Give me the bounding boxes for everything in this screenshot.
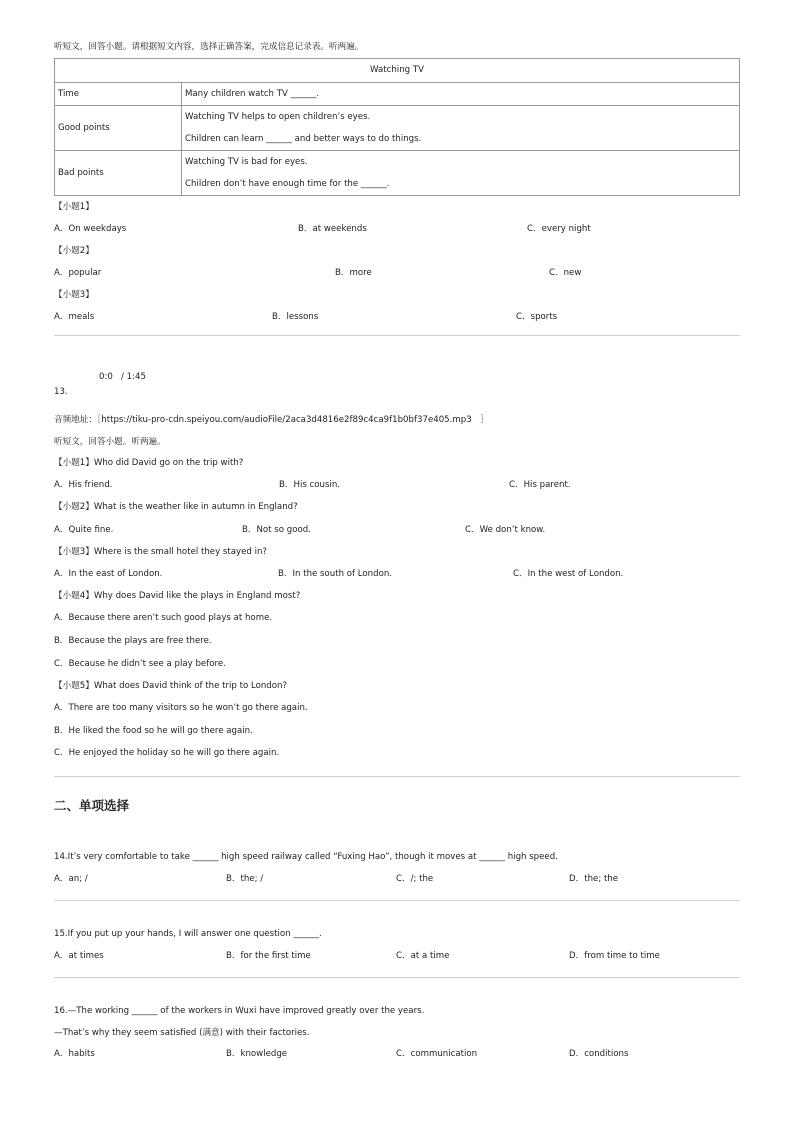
listening-instructions: 听短文，回答小题。请根据短文内容，选择正确答案，完成信息记录表。听两遍。 [54,42,364,52]
option-c[interactable]: C．every night [527,224,591,234]
question-number: 13. [54,387,68,397]
subquestion-stem: 【小题5】What does David think of the trip to London? [54,681,288,691]
option-b[interactable]: B．knowledge [226,1049,288,1059]
option-b[interactable]: B．Not so good. [242,525,311,535]
option-a[interactable]: A．popular [54,268,102,278]
option-b[interactable]: B．the; / [226,874,264,884]
subquestion-label: 【小题1】 [54,202,94,212]
option-a[interactable]: A．an; / [54,874,88,884]
divider [54,900,740,901]
option-c[interactable]: C．We don’t know. [465,525,546,535]
divider [54,977,740,978]
subquestion-stem: 【小题4】Why does David like the plays in England most? [54,591,301,601]
option-a[interactable]: A．On weekdays [54,224,127,234]
row-label: Time [55,83,182,106]
subquestion-label: 【小题3】 [54,290,94,300]
option-a[interactable]: A．Because there aren’t such good plays at home. [54,613,273,623]
option-b[interactable]: B．at weekends [298,224,367,234]
divider [54,335,740,336]
subquestion-stem: 【小题3】Where is the small hotel they stayed in? [54,547,267,557]
option-c[interactable]: C．sports [516,312,558,322]
row-content: Watching TV helps to open children’s eyes. Children can learn ______ and better ways to do things. [182,106,740,151]
table-row [55,106,740,151]
option-c[interactable]: C．communication [396,1049,478,1059]
row-label: Bad points [55,151,182,196]
option-a[interactable]: A．In the east of London. [54,569,163,579]
option-c[interactable]: C．His parent. [509,480,571,490]
question-stem: 14.It’s very comfortable to take ______ high speed railway called “Fuxing Hao”, though it moves at ______ high speed. [54,852,558,862]
listening-instructions: 听短文，回答小题。听两遍。 [54,437,166,447]
audio-address: 音频地址：［https://tiku-pro-cdn.speiyou.com/audioFile/2aca3d4816e2f89c4ca9f1b0bf37e405.mp3 ］ [54,415,489,425]
question-stem-reply: —That’s why they seem satisfied (满意) with their factories. [54,1028,310,1038]
option-b[interactable]: B．Because the plays are free there. [54,636,212,646]
question-stem: 16.—The working ______ of the workers in Wuxi have improved greatly over the years. [54,1006,425,1016]
option-d[interactable]: D．from time to time [569,951,660,961]
table-title: Watching TV [55,59,740,83]
row-content: Watching TV is bad for eyes. Children don’t have enough time for the ______. [182,151,740,196]
option-c[interactable]: C．at a time [396,951,450,961]
option-a[interactable]: A．habits [54,1049,95,1059]
option-d[interactable]: D．conditions [569,1049,629,1059]
option-b[interactable]: B．for the first time [226,951,311,961]
subquestion-stem: 【小题1】Who did David go on the trip with? [54,458,244,468]
audio-current-time: 0:0 [99,372,113,382]
row-content: Many children watch TV ______. [182,83,740,106]
option-b[interactable]: B．In the south of London. [278,569,393,579]
audio-player[interactable] [99,373,146,382]
option-b[interactable]: B．He liked the food so he will go there again. [54,726,253,736]
option-a[interactable]: A．There are too many visitors so he won’t go there again. [54,703,308,713]
option-a[interactable]: A．meals [54,312,95,322]
option-c[interactable]: C．He enjoyed the holiday so he will go there again. [54,748,280,758]
option-b[interactable]: B．lessons [272,312,319,322]
table-row [55,151,740,196]
audio-total-time: / 1:45 [121,372,146,382]
option-d[interactable]: D．the; the [569,874,619,884]
option-c[interactable]: C．/; the [396,874,434,884]
option-a[interactable]: A．His friend. [54,480,113,490]
option-b[interactable]: B．more [335,268,372,278]
row-label: Good points [55,106,182,151]
table-row [55,83,740,106]
option-a[interactable]: A．at times [54,951,104,961]
option-c[interactable]: C．In the west of London. [513,569,624,579]
option-c[interactable]: C．Because he didn’t see a play before. [54,659,226,669]
subquestion-stem: 【小题2】What is the weather like in autumn in England? [54,502,298,512]
divider [54,776,740,777]
option-b[interactable]: B．His cousin. [279,480,341,490]
subquestion-label: 【小题2】 [54,246,94,256]
section-title: 二、单项选择 [54,798,130,813]
info-table [54,58,740,196]
option-c[interactable]: C．new [549,268,582,278]
question-stem: 15.If you put up your hands, I will answer one question ______. [54,929,322,939]
option-a[interactable]: A．Quite fine. [54,525,114,535]
